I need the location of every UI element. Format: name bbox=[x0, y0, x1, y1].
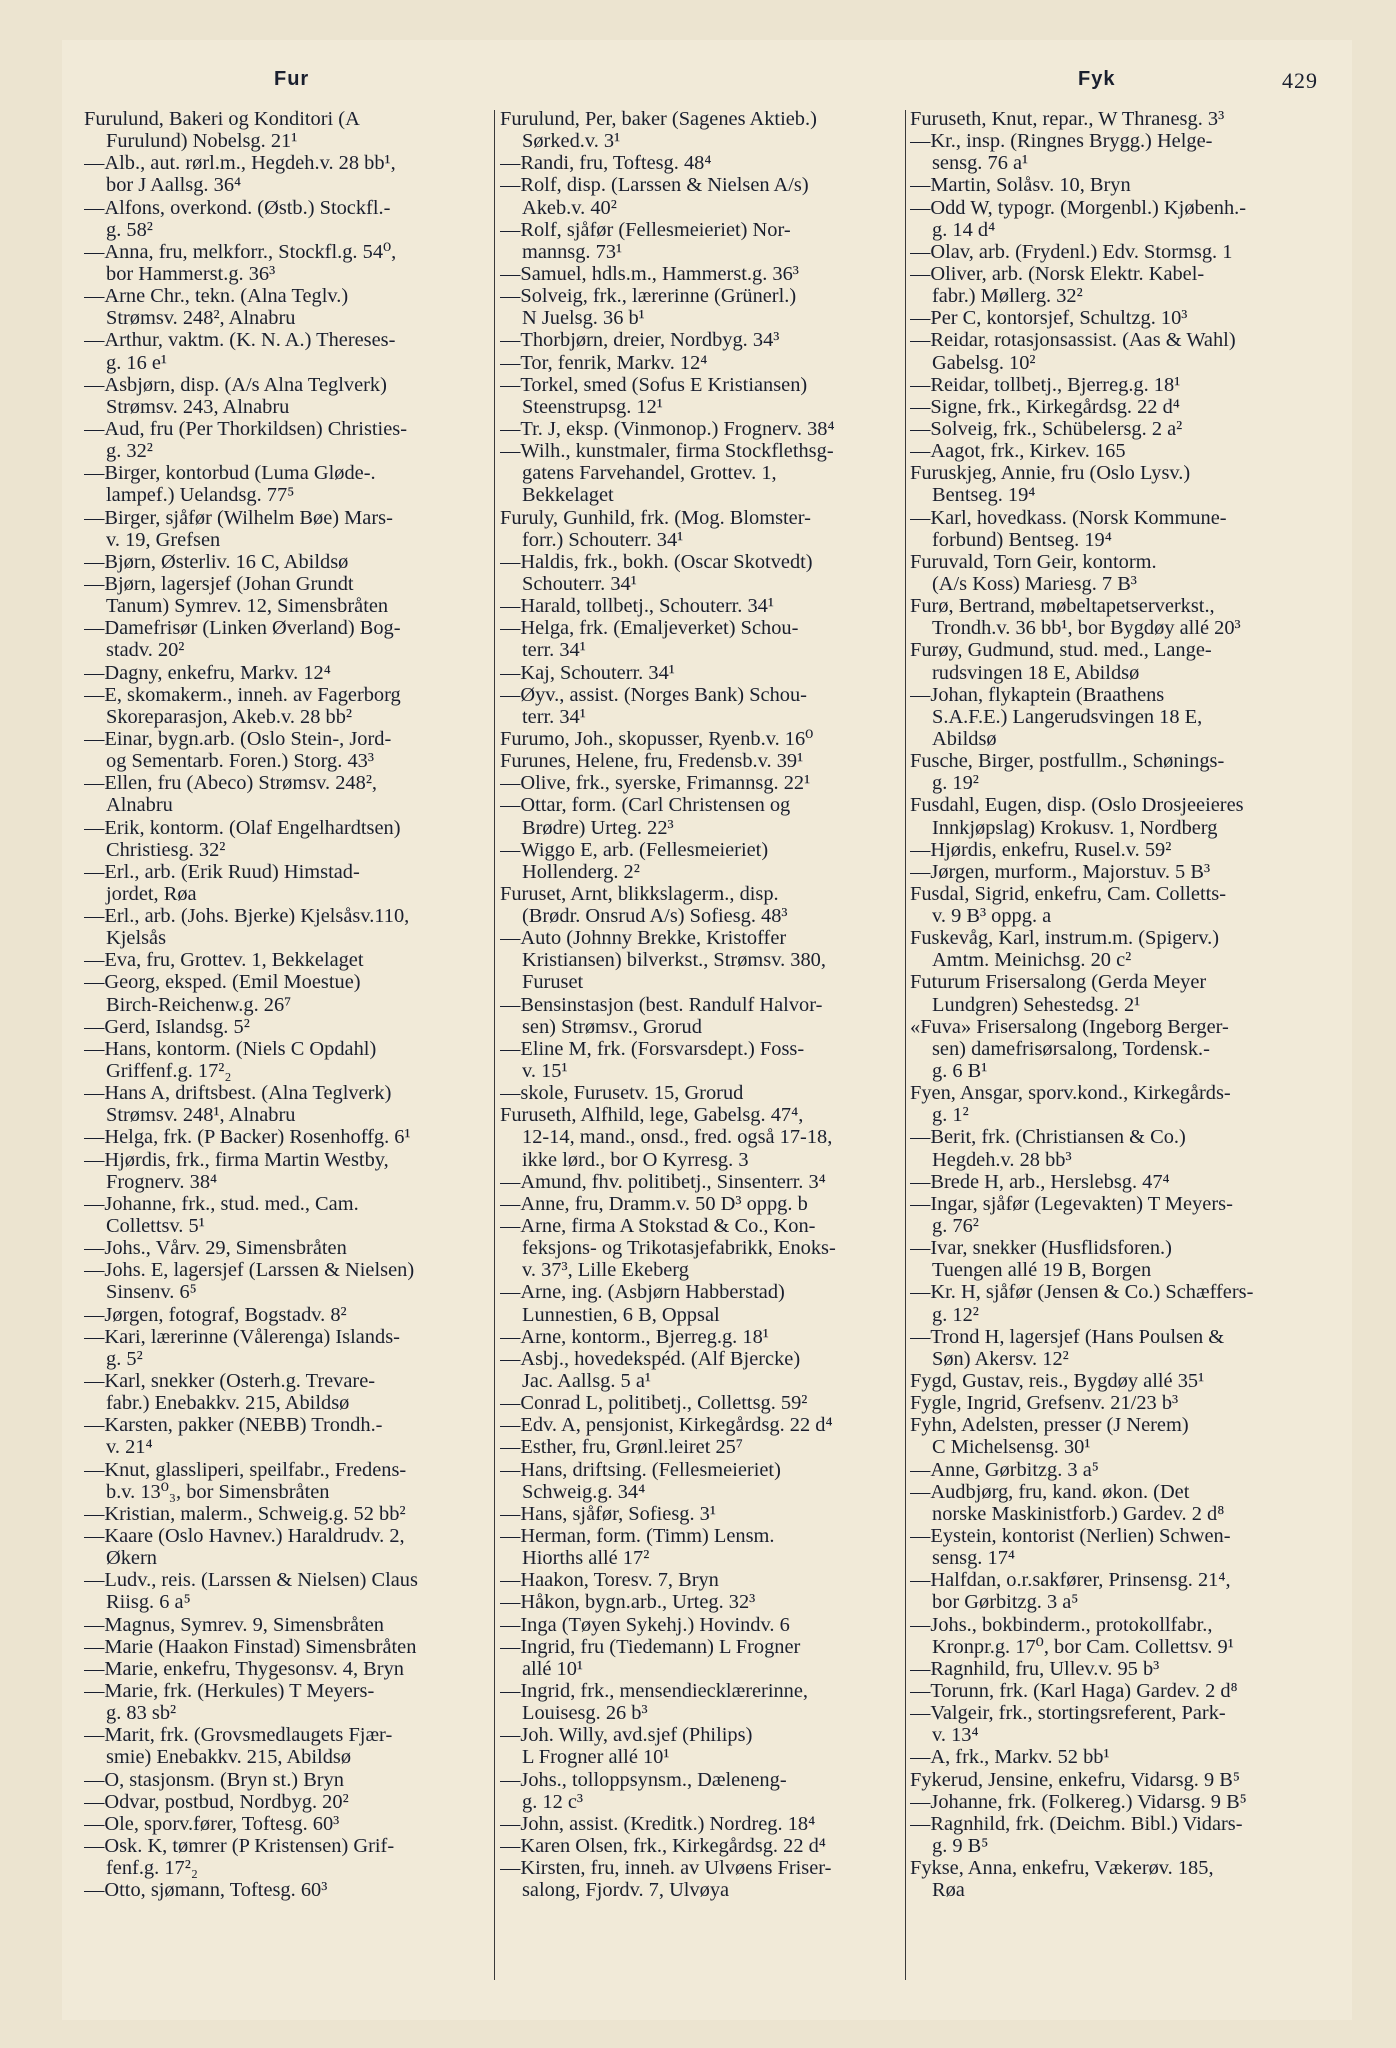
entry-continuation-line: Amtm. Meinichsg. 20 c² bbox=[932, 949, 1132, 972]
entry-line: —Johanne, frk., stud. med., Cam. bbox=[84, 1192, 359, 1215]
entry-line: —Hjørdis, frk., firma Martin Westby, bbox=[84, 1148, 389, 1171]
entry-continuation-line: salong, Fjordv. 7, Ulvøya bbox=[522, 1879, 730, 1902]
entry-line: —Dagny, enkefru, Markv. 12⁴ bbox=[84, 661, 331, 684]
entry-continuation-line: Frognerv. 38⁴ bbox=[106, 1170, 218, 1193]
entry-continuation-line: Sinsenv. 6⁵ bbox=[106, 1281, 197, 1304]
entry-line: —Damefrisør (Linken Øverland) Bog- bbox=[84, 617, 401, 640]
entry-line: —Karl, snekker (Osterh.g. Trevare- bbox=[84, 1370, 376, 1393]
page-number: 429 bbox=[1282, 68, 1318, 93]
entry-line: —Kr., insp. (Ringnes Brygg.) Helge- bbox=[910, 130, 1213, 153]
entry-continuation-line: v. 13⁴ bbox=[932, 1724, 979, 1747]
entry-line: —Birger, sjåfør (Wilhelm Bøe) Mars- bbox=[84, 506, 393, 529]
entry-line: —Edv. A, pensjonist, Kirkegårdsg. 22 d⁴ bbox=[500, 1414, 833, 1437]
entry-line: Furuseth, Alfhild, lege, Gabelsg. 47⁴, bbox=[500, 1104, 804, 1127]
entry-line: Fyen, Ansgar, sporv.kond., Kirkegårds- bbox=[910, 1082, 1231, 1105]
entry-continuation-line: sensg. 17⁴ bbox=[932, 1547, 1016, 1570]
entry-line: —Ole, sporv.fører, Toftesg. 60³ bbox=[84, 1812, 340, 1835]
entry-line: —Johs., bokbinderm., protokollfabr., bbox=[910, 1613, 1213, 1636]
entry-line: —Inga (Tøyen Sykehj.) Hovindv. 6 bbox=[500, 1613, 790, 1636]
entry-line: Furuskjeg, Annie, fru (Oslo Lysv.) bbox=[910, 462, 1191, 485]
entry-continuation-line: g. 83 sb² bbox=[106, 1702, 177, 1725]
entry-continuation-line: g. 5² bbox=[106, 1347, 143, 1370]
entry-line: —Karen Olsen, frk., Kirkegårdsg. 22 d⁴ bbox=[500, 1834, 826, 1857]
entry-line: —Einar, bygn.arb. (Oslo Stein-, Jord- bbox=[84, 727, 392, 750]
entry-line: —Kari, lærerinne (Vålerenga) Islands- bbox=[84, 1325, 400, 1348]
entry-line: —Conrad L, politibetj., Collettsg. 59² bbox=[500, 1392, 808, 1415]
entry-line: —Anna, fru, melkforr., Stockfl.g. 54⁰, bbox=[84, 240, 397, 263]
entry-line: Fyhn, Adelsten, presser (J Nerem) bbox=[910, 1414, 1189, 1437]
entry-continuation-line: Strømsv. 248², Alnabru bbox=[106, 307, 296, 330]
entry-line: —Signe, frk., Kirkegårdsg. 22 d⁴ bbox=[910, 395, 1180, 418]
entry-line: —O, stasjonsm. (Bryn st.) Bryn bbox=[84, 1768, 344, 1791]
entry-line: —Trond H, lagersjef (Hans Poulsen & bbox=[910, 1325, 1225, 1348]
entry-line: —Samuel, hdls.m., Hammerst.g. 36³ bbox=[500, 262, 799, 285]
entry-line: —Odvar, postbud, Nordbyg. 20² bbox=[84, 1790, 349, 1813]
entry-line: Fykse, Anna, enkefru, Vækerøv. 185, bbox=[910, 1857, 1214, 1880]
entry-continuation-line: Hegdeh.v. 28 bb³ bbox=[932, 1148, 1072, 1171]
entry-continuation-line: Alnabru bbox=[106, 794, 173, 817]
entry-continuation-line: feksjons- og Trikotasjefabrikk, Enoks- bbox=[522, 1237, 836, 1260]
entry-continuation-line: Louisesg. 26 b³ bbox=[522, 1702, 648, 1725]
entry-line: —Osk. K, tømrer (P Kristensen) Grif- bbox=[84, 1834, 395, 1857]
entry-line: —Karsten, pakker (NEBB) Trondh.- bbox=[84, 1414, 383, 1437]
entry-continuation-line: stadv. 20² bbox=[106, 639, 185, 662]
entry-line: —Hans, driftsing. (Fellesmeieriet) bbox=[500, 1458, 781, 1481]
entry-line: —Ingrid, frk., mensendiecklærerinne, bbox=[500, 1679, 809, 1702]
entry-continuation-line: fabr.) Enebakkv. 215, Abildsø bbox=[106, 1392, 350, 1415]
entry-continuation-line: L Frogner allé 10¹ bbox=[522, 1746, 670, 1769]
entry-continuation-line: sensg. 76 a¹ bbox=[932, 152, 1029, 175]
entry-continuation-line: forbund) Bentseg. 19⁴ bbox=[932, 528, 1112, 551]
entry-continuation-line: S.A.F.E.) Langerudsvingen 18 E, bbox=[932, 705, 1203, 728]
entry-line: —Hans, sjåfør, Sofiesg. 3¹ bbox=[500, 1502, 716, 1525]
entry-continuation-line: bor Hammerst.g. 36³ bbox=[106, 262, 276, 285]
entry-line: —Reidar, rotasjonsassist. (Aas & Wahl) bbox=[910, 329, 1236, 352]
entry-line: —Olive, frk., syerske, Frimannsg. 22¹ bbox=[500, 772, 811, 795]
entry-continuation-line: Hiorths allé 17² bbox=[522, 1547, 650, 1570]
entry-line: —Berit, frk. (Christiansen & Co.) bbox=[910, 1126, 1186, 1149]
entry-continuation-line: smie) Enebakkv. 215, Abildsø bbox=[106, 1746, 352, 1769]
entry-line: —Auto (Johnny Brekke, Kristoffer bbox=[500, 927, 787, 950]
entry-line: Furulund, Per, baker (Sagenes Aktieb.) bbox=[500, 108, 817, 130]
entry-line: —Amund, fhv. politibetj., Sinsenterr. 3⁴ bbox=[500, 1170, 826, 1193]
entry-line: —Anne, fru, Dramm.v. 50 D³ oppg. b bbox=[500, 1192, 808, 1215]
entry-continuation-line: fabr.) Møllerg. 32² bbox=[932, 285, 1083, 308]
entry-continuation-line: Sørked.v. 3¹ bbox=[522, 130, 621, 153]
entry-continuation-line: Kjelsås bbox=[106, 927, 167, 950]
entry-line: —Tr. J, eksp. (Vinmonop.) Frognerv. 38⁴ bbox=[500, 417, 835, 440]
entry-continuation-line: terr. 34¹ bbox=[522, 639, 586, 662]
entry-line: —Randi, fru, Toftesg. 48⁴ bbox=[500, 152, 712, 175]
entry-line: —Ellen, fru (Abeco) Strømsv. 248², bbox=[84, 772, 378, 795]
entry-continuation-line: Steenstrupsg. 12¹ bbox=[522, 395, 663, 418]
entry-line: Furuly, Gunhild, frk. (Mog. Blomster- bbox=[500, 506, 811, 529]
entry-continuation-line: Riisg. 6 a⁵ bbox=[106, 1591, 191, 1614]
entry-line: —Gerd, Islandsg. 5² bbox=[84, 1015, 250, 1038]
entry-line: —Bjørn, Østerliv. 16 C, Abildsø bbox=[84, 550, 349, 573]
entry-line: —Bensinstasjon (best. Randulf Halvor- bbox=[500, 993, 823, 1016]
entry-continuation-line: v. 19, Grefsen bbox=[106, 528, 221, 551]
entry-continuation-line: g. 76² bbox=[932, 1215, 979, 1238]
entry-line: —Ragnhild, frk. (Deichm. Bibl.) Vidars- bbox=[910, 1812, 1243, 1835]
running-head-right: Fyk bbox=[1078, 68, 1116, 90]
entry-line: —Ingrid, fru (Tiedemann) L Frogner bbox=[500, 1635, 801, 1658]
entry-continuation-line: jordet, Røa bbox=[106, 882, 197, 905]
entry-continuation-line: g. 19² bbox=[932, 772, 979, 795]
entry-line: —Marie, frk. (Herkules) T Meyers- bbox=[84, 1679, 375, 1702]
entry-continuation-line: g. 9 B⁵ bbox=[932, 1834, 989, 1857]
entry-line: —Thorbjørn, dreier, Nordbyg. 34³ bbox=[500, 329, 780, 352]
entry-continuation-line: Schouterr. 34¹ bbox=[522, 572, 637, 595]
entry-continuation-line: g. 6 B¹ bbox=[932, 1060, 988, 1083]
entry-line: Furuvald, Torn Geir, kontorm. bbox=[910, 550, 1157, 573]
entry-continuation-line: v. 9 B³ oppg. a bbox=[932, 905, 1052, 928]
entry-continuation-line: b.v. 13⁰₃, bor Simensbråten bbox=[106, 1480, 330, 1503]
directory-column-1 bbox=[84, 108, 492, 2008]
entry-line: —Ludv., reis. (Larssen & Nielsen) Claus bbox=[84, 1569, 418, 1592]
entry-continuation-line: mannsg. 73¹ bbox=[522, 240, 623, 263]
entry-line: —Asbj., hovedekspéd. (Alf Bjercke) bbox=[500, 1347, 801, 1370]
entry-line: —Kaare (Oslo Havnev.) Haraldrudv. 2, bbox=[84, 1525, 405, 1547]
entry-line: —Solveig, frk., lærerinne (Grünerl.) bbox=[500, 285, 797, 308]
entry-line: —Hans A, driftsbest. (Alna Teglverk) bbox=[84, 1082, 392, 1105]
entry-continuation-line: Jac. Aallsg. 5 a¹ bbox=[522, 1370, 651, 1393]
entry-line: —Jørgen, murform., Majorstuv. 5 B³ bbox=[910, 860, 1211, 883]
entry-continuation-line: g. 16 e¹ bbox=[106, 351, 168, 374]
entry-continuation-line: terr. 34¹ bbox=[522, 705, 586, 728]
entry-continuation-line: Tanum) Symrev. 12, Simensbråten bbox=[106, 595, 389, 618]
entry-continuation-line: Griffenf.g. 17²₂ bbox=[106, 1060, 232, 1083]
entry-line: —Joh. Willy, avd.sjef (Philips) bbox=[500, 1724, 753, 1747]
entry-continuation-line: Lundgren) Sehestedsg. 2¹ bbox=[932, 993, 1141, 1016]
directory-page bbox=[62, 40, 1352, 2020]
running-head-left: Fur bbox=[274, 68, 310, 90]
entry-line: —Johs., tolloppsynsm., Dæleneng- bbox=[500, 1768, 787, 1791]
entry-continuation-line: v. 15¹ bbox=[522, 1060, 568, 1083]
entry-line: —Kr. H, sjåfør (Jensen & Co.) Schæffers- bbox=[910, 1281, 1254, 1304]
entry-continuation-line: Kristiansen) bilverkst., Strømsv. 380, bbox=[522, 949, 826, 972]
entry-line: Furø, Bertrand, møbeltapetserverkst., bbox=[910, 595, 1215, 618]
entry-line: —Solveig, frk., Schübelersg. 2 a² bbox=[910, 417, 1183, 440]
entry-continuation-line: g. 14 d⁴ bbox=[932, 218, 996, 241]
directory-column-2 bbox=[500, 108, 912, 2008]
entry-line: Furøy, Gudmund, stud. med., Lange- bbox=[910, 639, 1212, 662]
entry-line: —Bjørn, lagersjef (Johan Grundt bbox=[84, 572, 354, 595]
entry-continuation-line: 12-14, mand., onsd., fred. også 17-18, bbox=[522, 1126, 833, 1149]
entry-continuation-line: Abildsø bbox=[932, 727, 997, 750]
entry-line: Fusdahl, Eugen, disp. (Oslo Drosjeeieres bbox=[910, 794, 1244, 817]
entry-continuation-line: Akeb.v. 40² bbox=[522, 196, 617, 219]
entry-line: —Erik, kontorm. (Olaf Engelhardtsen) bbox=[84, 816, 401, 839]
entry-line: —Brede H, arb., Herslebsg. 47⁴ bbox=[910, 1170, 1170, 1193]
entry-line: —A, frk., Markv. 52 bb¹ bbox=[910, 1746, 1110, 1769]
entry-line: —Audbjørg, fru, kand. økon. (Det bbox=[910, 1480, 1190, 1503]
entry-line: —Per C, kontorsjef, Schultzg. 10³ bbox=[910, 307, 1188, 330]
entry-continuation-line: Økern bbox=[106, 1547, 157, 1570]
entry-line: Fusche, Birger, postfullm., Schønings- bbox=[910, 750, 1225, 773]
entry-line: «Fuva» Frisersalong (Ingeborg Berger- bbox=[910, 1015, 1229, 1038]
entry-line: —Eva, fru, Grottev. 1, Bekkelaget bbox=[84, 949, 364, 972]
entry-line: —Valgeir, frk., stortingsreferent, Park- bbox=[910, 1702, 1226, 1725]
entry-line: —Arne, firma A Stokstad & Co., Kon- bbox=[500, 1215, 816, 1238]
entry-continuation-line: g. 1² bbox=[932, 1104, 969, 1127]
entry-continuation-line: norske Maskinistforb.) Gardev. 2 d⁸ bbox=[932, 1502, 1225, 1525]
entry-continuation-line: g. 12² bbox=[932, 1303, 979, 1326]
directory-column-3 bbox=[910, 108, 1334, 2008]
entry-line: —Haakon, Toresv. 7, Bryn bbox=[500, 1569, 719, 1592]
entry-line: —Hjørdis, enkefru, Rusel.v. 59² bbox=[910, 838, 1172, 861]
entry-continuation-line: Tuengen allé 19 B, Borgen bbox=[932, 1259, 1152, 1282]
entry-continuation-line: bor Gørbitzg. 3 a⁵ bbox=[932, 1591, 1079, 1614]
entry-line: —Ottar, form. (Carl Christensen og bbox=[500, 794, 791, 817]
entry-line: —skole, Furusetv. 15, Grorud bbox=[500, 1082, 744, 1105]
entry-line: —Alfons, overkond. (Østb.) Stockfl.- bbox=[84, 196, 391, 219]
entry-continuation-line: Strømsv. 243, Alnabru bbox=[106, 395, 290, 418]
entry-line: —Rolf, sjåfør (Fellesmeieriet) Nor- bbox=[500, 218, 791, 241]
entry-line: —Torunn, frk. (Karl Haga) Gardev. 2 d⁸ bbox=[910, 1679, 1238, 1702]
entry-continuation-line: lampef.) Uelandsg. 77⁵ bbox=[106, 484, 295, 507]
entry-line: —Reidar, tollbetj., Bjerreg.g. 18¹ bbox=[910, 373, 1181, 396]
entry-line: Furuset, Arnt, blikkslagerm., disp. bbox=[500, 882, 779, 905]
entry-line: Fuskevåg, Karl, instrum.m. (Spigerv.) bbox=[910, 927, 1220, 950]
entry-continuation-line: bor J Aallsg. 36⁴ bbox=[106, 174, 242, 197]
entry-continuation-line: Skoreparasjon, Akeb.v. 28 bb² bbox=[106, 705, 353, 728]
entry-line: Fygle, Ingrid, Grefsenv. 21/23 b³ bbox=[910, 1392, 1179, 1415]
entry-line: —Knut, glassliperi, speilfabr., Fredens- bbox=[84, 1458, 407, 1481]
entry-line: —Wiggo E, arb. (Fellesmeieriet) bbox=[500, 838, 769, 861]
entry-line: —Olav, arb. (Frydenl.) Edv. Stormsg. 1 bbox=[910, 240, 1233, 263]
entry-line: Furuseth, Knut, repar., W Thranesg. 3³ bbox=[910, 108, 1225, 130]
column-divider bbox=[494, 110, 495, 1980]
entry-continuation-line: fenf.g. 17²₂ bbox=[106, 1857, 198, 1880]
entry-line: —Hans, kontorm. (Niels C Opdahl) bbox=[84, 1037, 377, 1060]
entry-continuation-line: Bekkelaget bbox=[522, 484, 614, 507]
entry-line: —Alb., aut. rørl.m., Hegdeh.v. 28 bb¹, bbox=[84, 152, 396, 175]
entry-continuation-line: Røa bbox=[932, 1879, 965, 1902]
entry-line: —Wilh., kunstmaler, firma Stockflethsg- bbox=[500, 440, 834, 463]
entry-line: —Marie (Haakon Finstad) Simensbråten bbox=[84, 1635, 417, 1658]
entry-line: —Georg, eksped. (Emil Moestue) bbox=[84, 971, 361, 994]
entry-continuation-line: Gabelsg. 10² bbox=[932, 351, 1036, 374]
entry-line: —Eline M, frk. (Forsvarsdept.) Foss- bbox=[500, 1037, 805, 1060]
entry-continuation-line: Brødre) Urteg. 22³ bbox=[522, 816, 674, 839]
entry-line: Furumo, Joh., skopusser, Ryenb.v. 16⁰ bbox=[500, 727, 814, 750]
entry-line: —Herman, form. (Timm) Lensm. bbox=[500, 1525, 775, 1547]
entry-continuation-line: sen) damefrisørsalong, Tordensk.- bbox=[932, 1037, 1210, 1060]
entry-line: —Esther, fru, Grønl.leiret 25⁷ bbox=[500, 1436, 743, 1459]
entry-line: —Arne, kontorm., Bjerreg.g. 18¹ bbox=[500, 1325, 769, 1348]
entry-line: —Arne Chr., tekn. (Alna Teglv.) bbox=[84, 285, 349, 308]
entry-line: —Haldis, frk., bokh. (Oscar Skotvedt) bbox=[500, 550, 813, 573]
entry-line: Furunes, Helene, fru, Fredensb.v. 39¹ bbox=[500, 750, 804, 773]
entry-line: —Johs. E, lagersjef (Larssen & Nielsen) bbox=[84, 1259, 415, 1282]
entry-line: —E, skomakerm., inneh. av Fagerborg bbox=[84, 683, 401, 706]
entry-continuation-line: Strømsv. 248¹, Alnabru bbox=[106, 1104, 296, 1127]
entry-line: —Ivar, snekker (Husflidsforen.) bbox=[910, 1237, 1172, 1260]
entry-continuation-line: Søn) Akersv. 12² bbox=[932, 1347, 1069, 1370]
entry-line: —Arne, ing. (Asbjørn Habberstad) bbox=[500, 1281, 785, 1304]
entry-continuation-line: Hollenderg. 2² bbox=[522, 860, 640, 883]
entry-continuation-line: Lunnestien, 6 B, Oppsal bbox=[522, 1303, 720, 1326]
entry-continuation-line: g. 12 c³ bbox=[522, 1790, 584, 1813]
entry-line: —Ingar, sjåfør (Legevakten) T Meyers- bbox=[910, 1192, 1233, 1215]
entry-line: —Karl, hovedkass. (Norsk Kommune- bbox=[910, 506, 1227, 529]
entry-continuation-line: Christiesg. 32² bbox=[106, 838, 226, 861]
entry-line: —Marie, enkefru, Thygesonsv. 4, Bryn bbox=[84, 1657, 404, 1680]
entry-continuation-line: N Juelsg. 36 b¹ bbox=[522, 307, 645, 330]
entry-line: —Kristian, malerm., Schweig.g. 52 bb² bbox=[84, 1502, 406, 1525]
entry-line: Furulund, Bakeri og Konditori (A bbox=[84, 108, 360, 130]
entry-continuation-line: og Sementarb. Foren.) Storg. 43³ bbox=[106, 750, 374, 773]
entry-line: Fusdal, Sigrid, enkefru, Cam. Colletts- bbox=[910, 882, 1227, 905]
entry-line: Fykerud, Jensine, enkefru, Vidarsg. 9 B⁵ bbox=[910, 1768, 1241, 1791]
entry-line: —Øyv., assist. (Norges Bank) Schou- bbox=[500, 683, 807, 706]
entry-continuation-line: (A/s Koss) Mariesg. 7 B³ bbox=[932, 572, 1137, 595]
entry-continuation-line: rudsvingen 18 E, Abildsø bbox=[932, 661, 1140, 684]
entry-continuation-line: sen) Strømsv., Grorud bbox=[522, 1015, 702, 1038]
entry-line: Fygd, Gustav, reis., Bygdøy allé 35¹ bbox=[910, 1370, 1205, 1393]
entry-line: —Jørgen, fotograf, Bogstadv. 8² bbox=[84, 1303, 347, 1326]
entry-line: —Eystein, kontorist (Nerlien) Schwen- bbox=[910, 1525, 1231, 1547]
entry-continuation-line: v. 21⁴ bbox=[106, 1436, 153, 1459]
entry-line: —Johan, flykaptein (Braathens bbox=[910, 683, 1165, 706]
entry-line: —Asbjørn, disp. (A/s Alna Teglverk) bbox=[84, 373, 387, 396]
entry-continuation-line: (Brødr. Onsrud A/s) Sofiesg. 48³ bbox=[522, 905, 788, 928]
entry-line: —Birger, kontorbud (Luma Gløde-. bbox=[84, 462, 376, 485]
entry-line: —Otto, sjømann, Toftesg. 60³ bbox=[84, 1879, 328, 1902]
entry-continuation-line: gatens Farvehandel, Grottev. 1, bbox=[522, 462, 777, 485]
entry-line: —Erl., arb. (Johs. Bjerke) Kjelsåsv.110, bbox=[84, 905, 410, 928]
entry-line: —Håkon, bygn.arb., Urteg. 32³ bbox=[500, 1591, 756, 1614]
entry-line: —Rolf, disp. (Larssen & Nielsen A/s) bbox=[500, 174, 809, 197]
entry-continuation-line: ikke lørd., bor O Kyrresg. 3 bbox=[522, 1148, 749, 1171]
entry-line: —Johanne, frk. (Folkereg.) Vidarsg. 9 B⁵ bbox=[910, 1790, 1247, 1813]
entry-continuation-line: Furulund) Nobelsg. 21¹ bbox=[106, 130, 298, 153]
entry-continuation-line: Trondh.v. 36 bb¹, bor Bygdøy allé 20³ bbox=[932, 617, 1241, 640]
entry-line: —Tor, fenrik, Markv. 12⁴ bbox=[500, 351, 708, 374]
entry-continuation-line: Birch-Reichenw.g. 26⁷ bbox=[106, 993, 292, 1016]
entry-line: —Arthur, vaktm. (K. N. A.) Thereses- bbox=[84, 329, 396, 352]
entry-line: —Kirsten, fru, inneh. av Ulvøens Friser- bbox=[500, 1857, 832, 1880]
entry-line: —John, assist. (Kreditk.) Nordreg. 18⁴ bbox=[500, 1812, 816, 1835]
entry-continuation-line: Schweig.g. 34⁴ bbox=[522, 1480, 646, 1503]
entry-continuation-line: g. 58² bbox=[106, 218, 153, 241]
entry-line: —Magnus, Symrev. 9, Simensbråten bbox=[84, 1613, 384, 1636]
entry-line: —Erl., arb. (Erik Ruud) Himstad- bbox=[84, 860, 360, 883]
entry-continuation-line: allé 10¹ bbox=[522, 1657, 584, 1680]
entry-line: —Aagot, frk., Kirkev. 165 bbox=[910, 440, 1126, 463]
entry-continuation-line: forr.) Schouterr. 34¹ bbox=[522, 528, 684, 551]
entry-line: —Helga, frk. (Emaljeverket) Schou- bbox=[500, 617, 799, 640]
entry-line: —Helga, frk. (P Backer) Rosenhoffg. 6¹ bbox=[84, 1126, 411, 1149]
entry-line: —Torkel, smed (Sofus E Kristiansen) bbox=[500, 373, 808, 396]
entry-line: —Marit, frk. (Grovsmedlaugets Fjær- bbox=[84, 1724, 393, 1747]
entry-continuation-line: Bentseg. 19⁴ bbox=[932, 484, 1036, 507]
entry-continuation-line: Kronpr.g. 17⁰, bor Cam. Collettsv. 9¹ bbox=[932, 1635, 1234, 1658]
entry-line: —Harald, tollbetj., Schouterr. 34¹ bbox=[500, 595, 774, 618]
entry-line: —Johs., Vårv. 29, Simensbråten bbox=[84, 1237, 347, 1260]
entry-continuation-line: g. 32² bbox=[106, 440, 153, 463]
entry-line: —Anne, Gørbitzg. 3 a⁵ bbox=[910, 1458, 1099, 1481]
entry-continuation-line: C Michelsensg. 30¹ bbox=[932, 1436, 1091, 1459]
entry-line: —Aud, fru (Per Thorkildsen) Christies- bbox=[84, 417, 407, 440]
entry-continuation-line: Innkjøpslag) Krokusv. 1, Nordberg bbox=[932, 816, 1218, 839]
entry-line: —Odd W, typogr. (Morgenbl.) Kjøbenh.- bbox=[910, 196, 1247, 219]
entry-line: —Ragnhild, fru, Ullev.v. 95 b³ bbox=[910, 1657, 1160, 1680]
entry-continuation-line: Collettsv. 5¹ bbox=[106, 1215, 205, 1238]
entry-line: —Halfdan, o.r.sakfører, Prinsensg. 21⁴, bbox=[910, 1569, 1231, 1592]
entry-line: —Kaj, Schouterr. 34¹ bbox=[500, 661, 675, 684]
entry-line: —Martin, Solåsv. 10, Bryn bbox=[910, 174, 1131, 197]
entry-continuation-line: v. 37³, Lille Ekeberg bbox=[522, 1259, 689, 1282]
entry-line: —Oliver, arb. (Norsk Elektr. Kabel- bbox=[910, 262, 1205, 285]
entry-line: Futurum Frisersalong (Gerda Meyer bbox=[910, 971, 1207, 994]
entry-continuation-line: Furuset bbox=[522, 971, 584, 994]
